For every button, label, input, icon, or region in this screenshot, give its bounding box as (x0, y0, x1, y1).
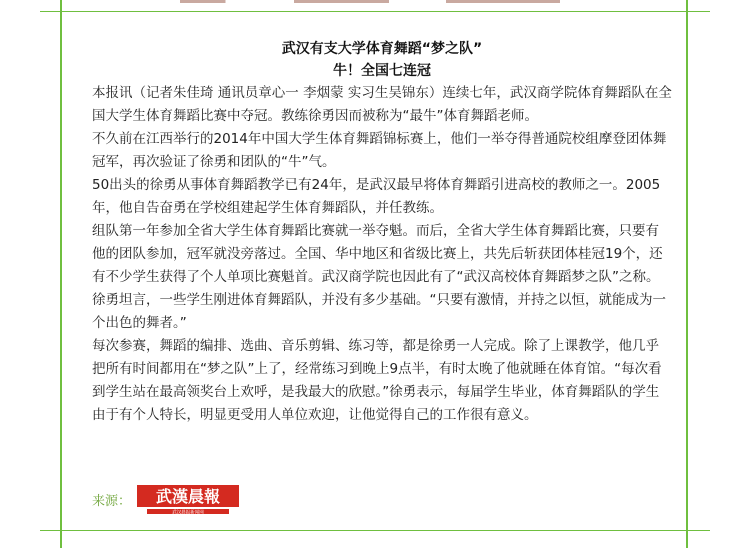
article-body (92, 82, 672, 427)
article-paragraph-2: 不久前在江西举行的2014年中国大学生体育舞蹈锦标赛上，他们一举夺得普通院校组摩登团体舞冠军，再次验证了徐勇和团队的“牛”气。 (92, 131, 667, 170)
source-label: 来源： (92, 493, 132, 509)
source-line (92, 481, 239, 517)
wuhan-morning-post-logo[interactable] (137, 481, 239, 517)
logo-text: 武漢晨報 (156, 487, 221, 506)
frame-left-line (60, 0, 62, 548)
article-paragraph-3: 50出头的徐勇从事体育舞蹈教学已有24年，是武汉最早将体育舞蹈引进高校的教师之一。2005年，他自告奋勇在学校组建起学生体育舞蹈队，并任教练。 (92, 177, 661, 216)
top-decorative-strip (180, 0, 560, 3)
frame-bottom-line (40, 530, 710, 531)
article-title-line-2: 牛！全国七连冠 (333, 63, 431, 79)
article-paragraph-4: 组队第一年参加全省大学生体育舞蹈比赛就一举夺魁。而后，全省大学生体育舞蹈比赛，只要有他的团队参加，冠军就没旁落过。全国、华中地区和省级比赛上，共先后斩获团体桂冠19个，还有不少学生获得了个人单项比赛魁首。武汉商学院也因此有了“武汉高校体育舞蹈梦之队”之称。 (92, 223, 663, 285)
frame-right-line (686, 0, 688, 548)
article-title-line-1: 武汉有支大学体育舞蹈“梦之队” (281, 41, 483, 57)
logo-graphic (137, 481, 239, 517)
article-content (92, 38, 672, 427)
article-paragraph-6: 每次参赛，舞蹈的编排、选曲、音乐剪辑、练习等，都是徐勇一人完成。除了上课教学，他几乎把所有时间都用在“梦之队”上了，经常练习到晚上9点半，有时太晚了他就睡在体育馆。“每次看到学生站在最高领奖台上欢呼，是我最大的欣慰。”徐勇表示，每届学生毕业，体育舞蹈队的学生由于有个人特长，明显更受用人单位欢迎，让他觉得自己的工作很有意义。 (92, 338, 662, 423)
article-paragraph-5: 徐勇坦言，一些学生刚进体育舞蹈队，并没有多少基础。“只要有激情，并持之以恒，就能成为一个出色的舞者。” (92, 292, 666, 331)
frame-top-line (40, 11, 710, 12)
article-paragraph-1: 本报讯（记者朱佳琦 通讯员章心一 李烟蒙 实习生吴锦东）连续七年，武汉商学院体育舞蹈队在全国大学生体育舞蹈比赛中夺冠。教练徐勇因而被称为“最牛”体育舞蹈老师。 (92, 85, 672, 124)
logo-subtext: 武汉晨报新闻网 (172, 510, 204, 516)
